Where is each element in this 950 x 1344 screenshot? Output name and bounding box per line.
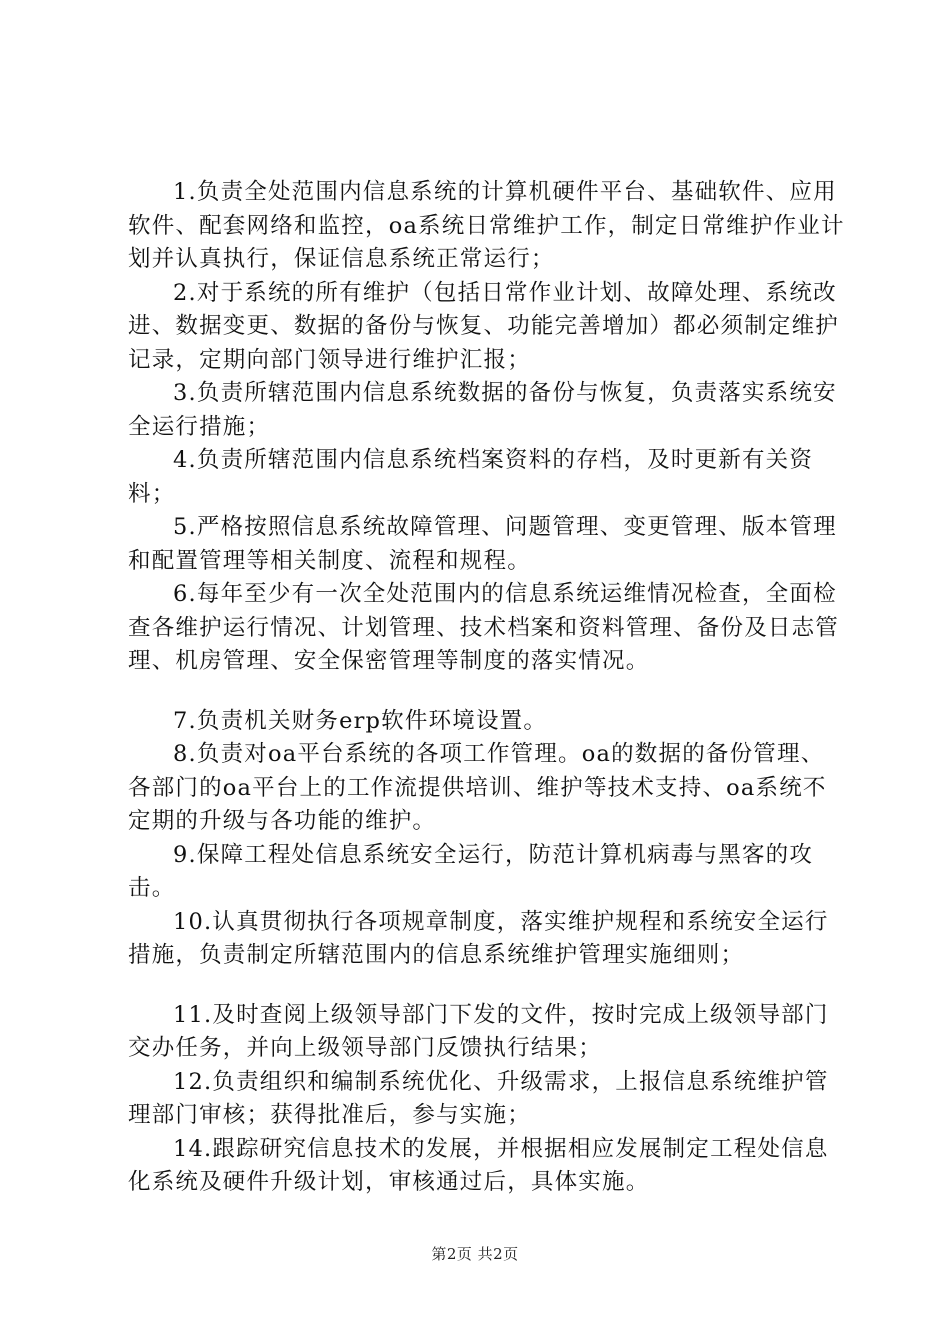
paragraph-2: 2.对于系统的所有维护（包括日常作业计划、故障处理、系统改进、数据变更、数据的备份与恢复、功能完善增加）都必须制定维护记录，定期向部门领导进行维护汇报；: [128, 279, 840, 373]
paragraph-gap: [128, 973, 848, 999]
paragraph-7: 7.负责机关财务erp软件环境设置。: [173, 707, 548, 734]
paragraph-11: 11.及时查阅上级领导部门下发的文件，按时完成上级领导部门交办任务，并向上级领导部门反馈执行结果；: [128, 1001, 829, 1061]
paragraph-5: 5.严格按照信息系统故障管理、问题管理、变更管理、版本管理和配置管理等相关制度、流程和规程。: [128, 514, 837, 574]
document-body: [128, 176, 848, 1200]
paragraph-8: 8.负责对oa平台系统的各项工作管理。oa的数据的备份管理、各部门的oa平台上的工作流提供培训、维护等技术支持、oa系统不定期的升级与各功能的维护。: [128, 741, 827, 834]
paragraph-14: 14.跟踪研究信息技术的发展，并根据相应发展制定工程处信息化系统及硬件升级计划，审核通过后，具体实施。: [128, 1135, 829, 1195]
paragraph-9: 9.保障工程处信息系统安全运行，防范计算机病毒与黑客的攻击。: [128, 841, 814, 901]
paragraph-3: 3.负责所辖范围内信息系统数据的备份与恢复，负责落实系统安全运行措施；: [128, 380, 837, 440]
paragraph-1: 1.负责全处范围内信息系统的计算机硬件平台、基础软件、应用软件、配套网络和监控，oa系统日常维护工作，制定日常维护作业计划并认真执行，保证信息系统正常运行；: [128, 179, 845, 272]
page-footer: 第2页 共2页: [431, 1245, 519, 1263]
paragraph-12: 12.负责组织和编制系统优化、升级需求，上报信息系统维护管理部门审核；获得批准后，参与实施；: [128, 1068, 829, 1128]
paragraph-10: 10.认真贯彻执行各项规章制度，落实维护规程和系统安全运行措施，负责制定所辖范围内的信息系统维护管理实施细则；: [128, 908, 829, 968]
paragraph-6: 6.每年至少有一次全处范围内的信息系统运维情况检查，全面检查各维护运行情况、计划管理、技术档案和资料管理、备份及日志管理、机房管理、安全保密管理等制度的落实情况。: [128, 581, 840, 674]
paragraph-4: 4.负责所辖范围内信息系统档案资料的存档，及时更新有关资料；: [128, 447, 814, 507]
paragraph-gap: [128, 679, 848, 705]
